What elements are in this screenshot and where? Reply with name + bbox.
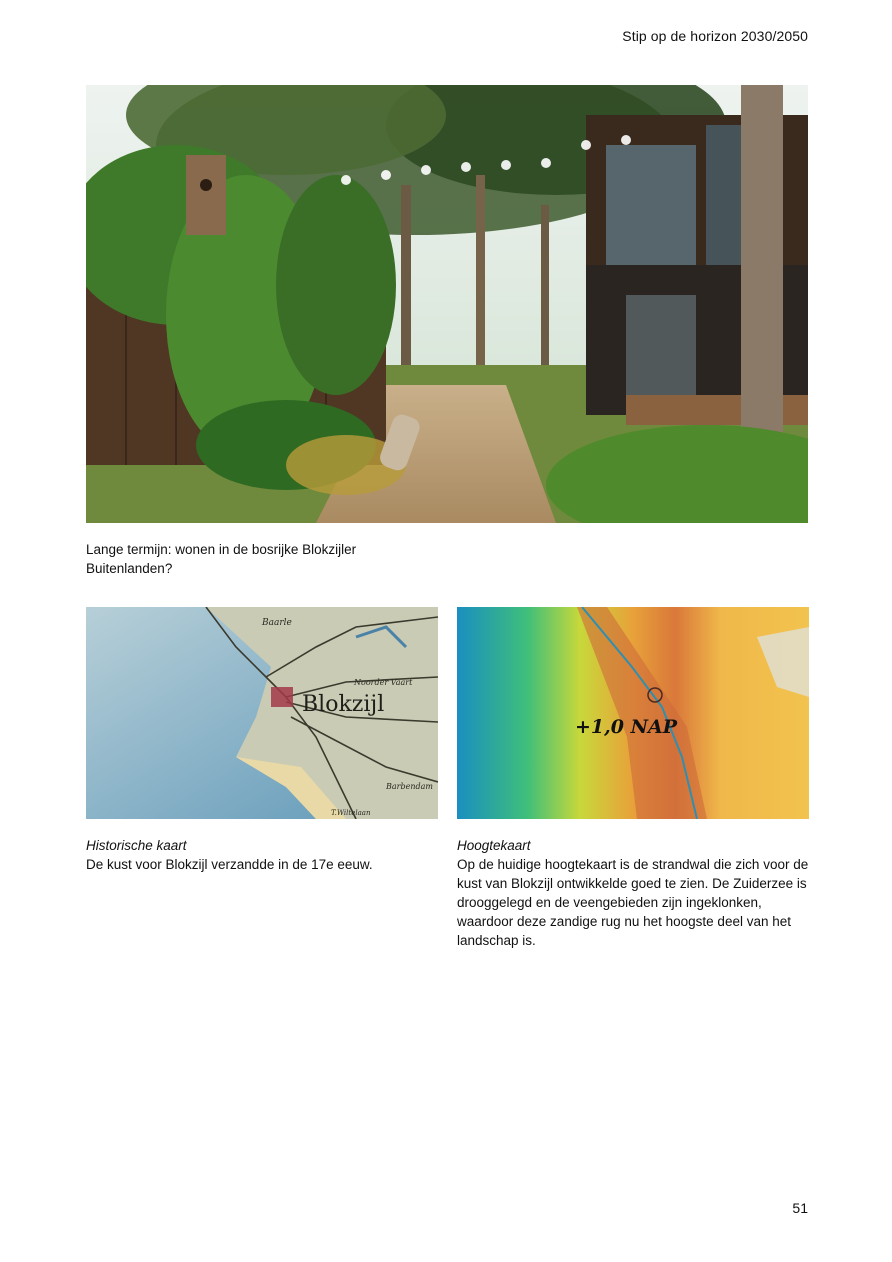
historic-map-caption	[86, 836, 438, 874]
hero-caption: Lange termijn: wonen in de bosrijke Blokzijler Buitenlanden?	[86, 542, 357, 576]
height-map	[457, 607, 809, 819]
height-map-nap-label: +1,0 NAP	[575, 716, 677, 738]
historic-map-caption-text: De kust voor Blokzijl verzandde in de 17e eeuw.	[86, 857, 373, 872]
historic-map-label-bottom: Barbendam	[386, 782, 433, 791]
height-map-caption	[457, 836, 809, 950]
hero-illustration	[86, 85, 808, 523]
height-map-caption-text: Op de huidige hoogtekaart is de strandwal die zich voor de kust van Blokzijl ontwikkelde goed te zien. De Zuiderzee is drooggelegd en de veengebieden zijn ingeklonken, waardoor deze zandige rug nu het hoogste deel van het landschap is.	[457, 857, 809, 948]
historic-map-label-footer: T.Wiltelaan	[331, 809, 371, 817]
page-number: 51	[792, 1200, 808, 1216]
historic-map-town-label: Blokzijl	[302, 692, 385, 717]
running-header: Stip op de horizon 2030/2050	[622, 28, 808, 44]
historic-map	[86, 607, 438, 819]
historic-map-label-top: Baarle	[262, 618, 292, 628]
historic-map-caption-title: Historische kaart	[86, 838, 187, 853]
height-map-caption-title: Hoogtekaart	[457, 838, 531, 853]
historic-map-label-right: Noorder Vaart	[354, 678, 413, 687]
